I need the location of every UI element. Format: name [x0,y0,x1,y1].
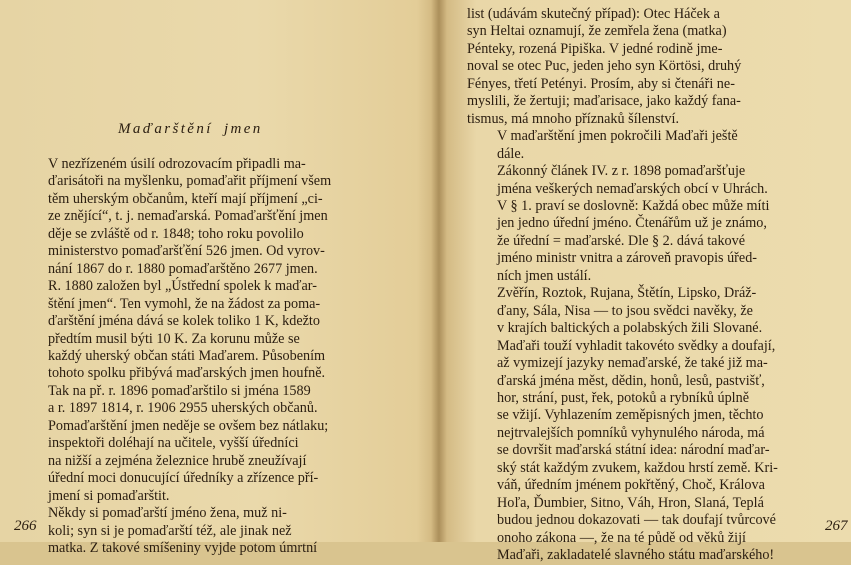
text-line: Maďaři, zakladatelé slavného státu maďarského! [497,547,775,564]
text-line: ský stát každým zvukem, každou hrstí země. Kri- [497,459,778,476]
text-line: úřední moci donucující úředníky a zřízence pří- [48,470,319,487]
text-line: na nižší a zejména železnice hrubě zneužívají [48,452,307,469]
text-line: váň, úředním jménem pokřtěný, Choč, Králova [497,477,765,494]
text-line: jen jedno úřední jméno. Čtenářům už je známo, [497,215,767,232]
text-line: dále. [497,145,525,162]
text-line: Zákonný článek IV. z r. 1898 pomaďaršťuje [497,163,746,180]
paragraph [18,156,373,505]
text-line: koli; syn si je pomaďarští též, ale jinak než [48,522,292,539]
text-line: myslili, že žertuji; maďarisace, jako každý fana- [467,93,741,110]
text-line: matka. Z takové smíšeniny vyjde potom úmrtní [48,539,318,556]
text-line: Hoľa, Ďumbier, Sitno, Váh, Hron, Slaná, Teplá [497,494,764,511]
text-line: hor, strání, pust, řek, potoků a rybníků úplně [497,389,750,406]
text-line: V nezřízeném úsilí odrozovacím připadli ma- [48,156,306,172]
book-gutter [431,0,447,542]
text-line: ďarská jména měst, dědin, honů, lesů, pastvišť, [497,372,765,389]
page-number-left: 266 [14,518,37,534]
text-line: ministerstvo pomaďaršťění 526 jmen. Od vyrov- [48,243,325,260]
text-line: každý uherský občan státi Maďarem. Působením [48,347,326,364]
text-line: noval se otec Puc, jeden jeho syn Körtösi, druhý [467,58,742,75]
text-line: v krajích baltických a polabských žili Slované. [497,320,763,337]
text-line: list (udávám skutečný případ): Otec Háček a [467,6,720,22]
text-line: V maďarštění jmen pokročili Maďaři ještě [497,128,738,145]
text-line: a r. 1897 1814, r. 1906 2955 uherských občanů. [48,400,318,417]
text-line: Zvěřín, Roztok, Rujana, Štětín, Lipsko, Dráž- [497,285,757,302]
text-line: jméno ministr vnitra a zároveň pravopis úřed- [497,250,758,267]
text-line: tismus, má mnoho příznaků šílenství. [467,110,680,127]
right-page [447,0,851,564]
paragraph [467,6,840,128]
text-line: V § 1. praví se doslovně: Každá obec může míti [497,197,770,214]
text-line: až vymizejí jazyky nemaďarské, že také již ma- [497,355,768,372]
paragraph [467,163,840,285]
text-line: ďarisátoři na myšlenku, pomaďařit příjmení všem [48,173,332,190]
text-line: že úřední = maďarské. Dle § 2. dává takové [497,232,746,249]
text-line: se vžijí. Vyhlazením zeměpisných jmen, těchto [497,407,764,424]
left-page [0,0,432,556]
text-line: ďany, Sála, Nisa — to jsou svědci navěky, že [497,302,753,319]
left-page-body [18,156,373,557]
text-line: se dovršit maďarská státní idea: národní maďar- [497,442,770,459]
text-line: štění jmen“. Ten vymohl, že na žádost za poma- [48,295,321,312]
text-line: Fényes, třetí Petényi. Prosím, aby si čtenáři ne- [467,75,735,92]
chapter-title: Maďarštění jmen [118,121,263,137]
paragraph [467,285,840,564]
text-line: nání 1867 do r. 1880 pomaďarštěno 2677 jmen. [48,260,318,277]
text-line: Maďaři touží vyhladit takovéto svědky a doufají, [497,337,776,354]
text-line: Tak na př. r. 1896 pomaďarštilo si jména 1589 [48,382,311,399]
text-line: R. 1880 založen byl „Ústřední spolek k maďar- [48,278,317,295]
page-number-right: 267 [825,518,848,534]
text-line: ďarštění jména dává se kolek toliko 1 K, kdežto [48,313,320,330]
text-line: ních jmen ustálí. [497,267,592,284]
paragraph [467,128,840,163]
right-page-body [467,6,840,565]
text-line: tohoto spolku přibývá maďarských jmen houfně. [48,365,326,382]
text-line: budou jednou dokazovati — tak doufají tvůrcové [497,512,776,529]
text-line: onoho zákona —, že na té půdě od věků žijí [497,529,746,546]
paragraph [18,505,373,557]
text-line: inspektoři doléhají na učitele, vyšší úředníci [48,435,299,452]
text-line: syn Heltai oznamují, že zemřela žena (matka) [467,23,727,40]
text-line: těm uherským občanům, kteří mají příjmení „ci- [48,190,323,207]
text-line: ze znějící“, t. j. nemaďarská. Pomaďaršťění jmen [48,208,328,225]
text-line: nejtrvalejších pomníků vyhynulého národa, má [497,424,765,441]
text-line: jména veškerých nemaďarských obcí v Uhrách. [497,180,768,197]
text-line: Pénteky, rozená Pipiška. V jedné rodině jme- [467,40,723,57]
text-line: předtím musil býti 10 K. Za korunu může se [48,330,300,347]
text-line: Pomaďarštění jmen neděje se ovšem bez nátlaku; [48,417,329,434]
text-line: jmení si pomaďarštit. [48,487,170,504]
text-line: děje se zvláště od r. 1848; toho roku povolilo [48,225,304,242]
text-line: Někdy si pomaďarští jméno žena, muž ni- [48,505,287,522]
